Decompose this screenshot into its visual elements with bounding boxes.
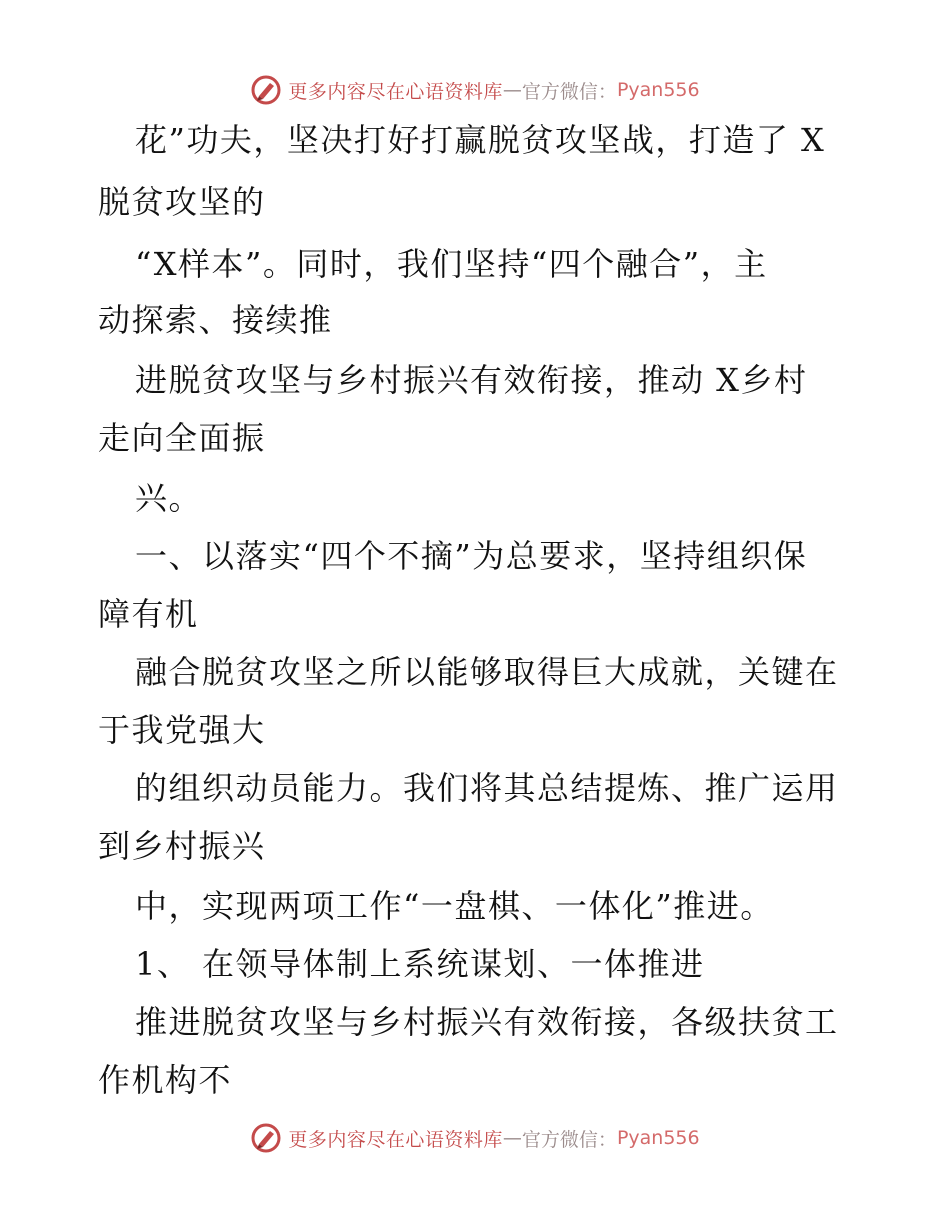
footer-banner-wechat-id: Pyan556	[616, 1127, 700, 1149]
body-line-13: 到乡村振兴	[98, 827, 266, 865]
body-line-7: 兴。	[135, 479, 203, 517]
pen-circle-logo-icon	[250, 74, 282, 106]
body-line-12: 的组织动员能力。我们将其总结提炼、推广运用	[135, 769, 839, 807]
header-banner	[0, 70, 950, 110]
body-line-15: 1、 在领导体制上系统谋划、一体推进	[135, 945, 705, 983]
body-line-16: 推进脱贫攻坚与乡村振兴有效衔接，各级扶贫工	[135, 1003, 839, 1041]
body-line-1: 花”功夫，坚决打好打赢脱贫攻坚战，打造了 X	[135, 121, 826, 159]
footer-banner-text: 更多内容尽在心语资料库	[288, 1128, 503, 1151]
footer-banner-wechat-label: 官方微信：	[521, 1128, 617, 1151]
body-line-2: 脱贫攻坚的	[98, 183, 266, 221]
body-line-14: 中，实现两项工作“一盘棋、一体化”推进。	[135, 887, 774, 925]
footer-banner-separator: —	[502, 1127, 522, 1149]
body-line-5: 进脱贫攻坚与乡村振兴有效衔接，推动 X乡村	[135, 361, 808, 399]
body-line-11: 于我党强大	[98, 711, 266, 749]
body-line-8: 一、以落实“四个不摘”为总要求，坚持组织保	[135, 537, 808, 575]
header-banner-text: 更多内容尽在心语资料库	[288, 80, 503, 103]
body-line-4: 动探索、接续推	[98, 301, 333, 339]
pen-circle-logo-icon	[250, 1122, 282, 1154]
body-line-10: 融合脱贫攻坚之所以能够取得巨大成就，关键在	[135, 653, 839, 691]
body-line-17: 作机构不	[98, 1061, 233, 1099]
footer-banner	[0, 1118, 950, 1158]
header-banner-separator: —	[502, 79, 522, 101]
header-banner-wechat-id: Pyan556	[616, 79, 700, 101]
body-line-3: “X样本”。同时，我们坚持“四个融合”，主	[135, 245, 768, 283]
body-line-6: 走向全面振	[98, 419, 266, 457]
body-line-9: 障有机	[98, 595, 199, 633]
header-banner-wechat-label: 官方微信：	[521, 80, 617, 103]
